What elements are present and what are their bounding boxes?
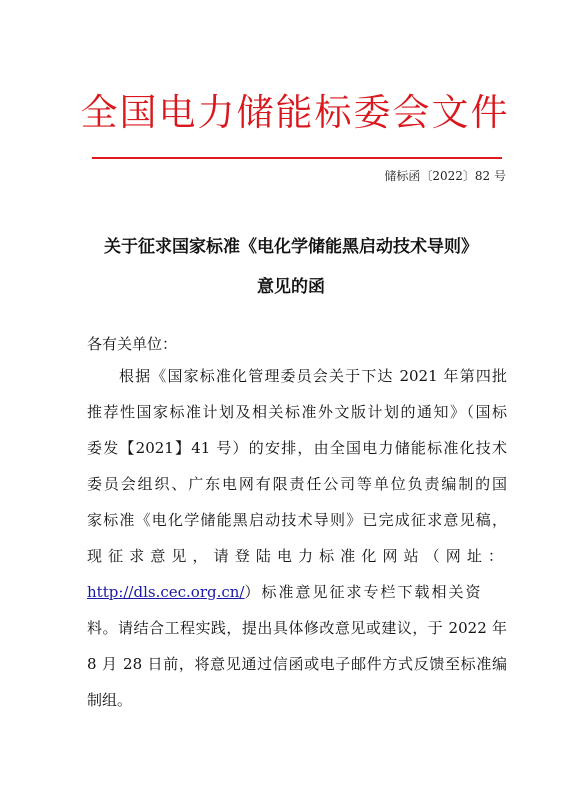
body-line-4: 委员会组织、广东电网有限责任公司等单位负责编制的国 xyxy=(87,475,507,493)
document-number: 储标函〔2022〕82 号 xyxy=(384,169,506,183)
salutation: 各有关单位： xyxy=(87,335,178,353)
document-title-line-2: 意见的函 xyxy=(257,277,325,297)
website-link[interactable]: http://dls.cec.org.cn/ xyxy=(87,583,245,601)
body-line-8: 料。请结合工程实践，提出具体修改意见或建议，于 2022 年 xyxy=(87,619,507,637)
body-line-1: 根据《国家标准化管理委员会关于下达 2021 年第四批 xyxy=(119,367,507,385)
body-line-10: 制组。 xyxy=(87,691,133,709)
red-header-rule xyxy=(92,157,502,159)
body-line-9: 8 月 28 日前，将意见通过信函或电子邮件方式反馈至标准编 xyxy=(87,655,507,673)
document-title-line-1: 关于征求国家标准《电化学储能黑启动技术导则》 xyxy=(104,237,478,257)
org-header-title: 全国电力储能标委会文件 xyxy=(80,91,510,134)
body-line-2: 推荐性国家标准计划及相关标准外文版计划的通知》（国标 xyxy=(87,403,507,421)
body-line-5: 家标准《电化学储能黑启动技术导则》已完成征求意见稿， xyxy=(87,511,507,529)
body-line-7-text: ）标准意见征求专栏下载相关资 xyxy=(244,583,483,601)
body-line-3: 委发【2021】41 号）的安排，由全国电力储能标准化技术 xyxy=(87,439,507,457)
body-line-7 xyxy=(87,582,507,602)
body-line-6: 现征求意见，请登陆电力标准化网站（网址： xyxy=(87,547,507,565)
